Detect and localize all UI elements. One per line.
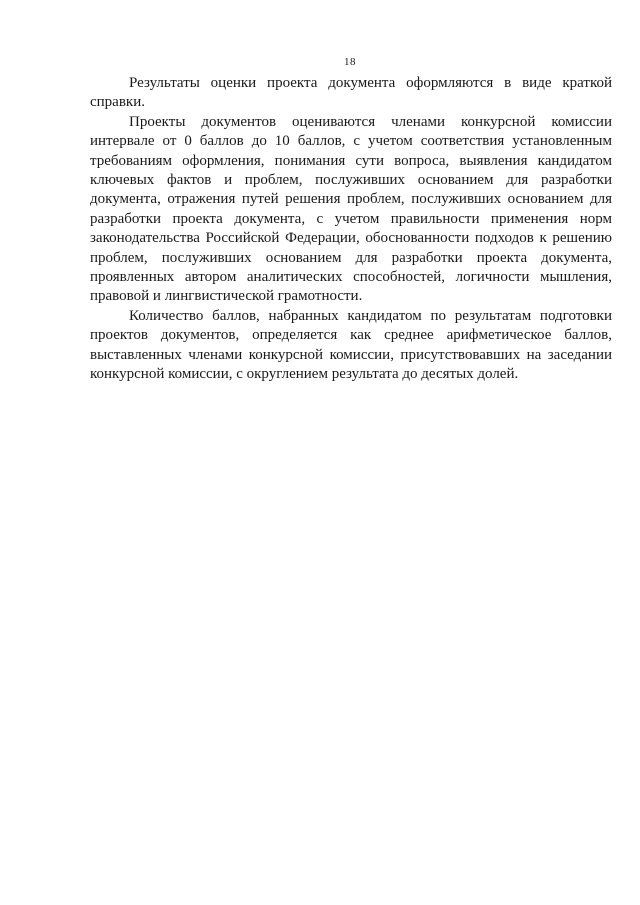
document-body — [90, 74, 612, 385]
paragraph-score-calculation: Количество баллов, набранных кандидатом по результатам подготовки проектов документов, определяется как среднее арифметическое баллов, выставленных членами конкурсной комиссии, присутствовавших на заседании конкурсной комиссии, с округлением результата до десятых долей. — [90, 307, 612, 383]
paragraph-evaluation-result: Результаты оценки проекта документа оформляются в виде краткой справки. — [90, 75, 612, 111]
page-number: 18 — [344, 56, 356, 68]
paragraph-evaluation-criteria: Проекты документов оцениваются членами конкурсной комиссии интервале от 0 баллов до 10 баллов, с учетом соответствия установленным требованиям оформления, понимания сути вопроса, выявления кандидатом ключевых фактов и проблем, послуживших основанием для разработки документа, отражения путей решения проблем, послуживших основанием для разработки проекта документа, с учетом правильности применения норм законодательства Российской Федерации, обоснованности подходов к решению проблем, послуживших основанием для разработки проекта документа, проявленных автором аналитических способностей, логичности мышления, правовой и лингвистической грамотности. — [90, 113, 612, 305]
